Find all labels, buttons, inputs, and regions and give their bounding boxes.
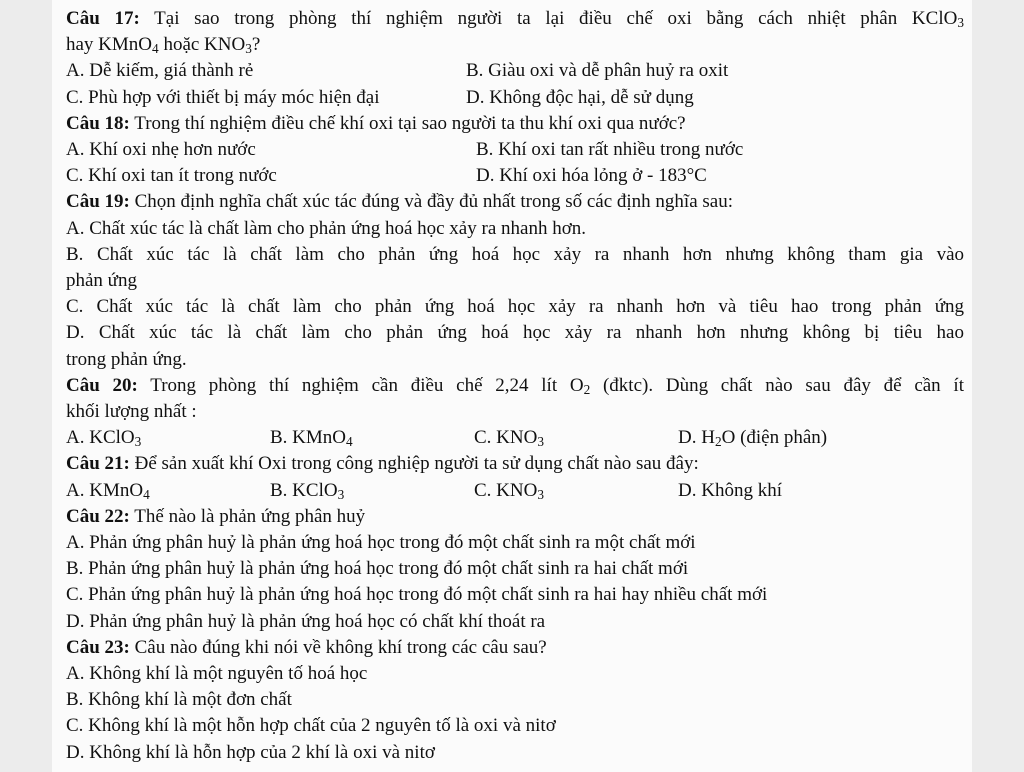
answer-option: A. Chất xúc tác là chất làm cho phản ứng hoá học xảy ra nhanh hơn. [66,217,586,239]
answer-option: A. KClO$_3$ [66,427,142,450]
answer-option: A. Không khí là một nguyên tố hoá học [66,663,368,685]
question-label: Câu 18: [66,112,130,134]
question-17-cont: hay KMnO$_4$ hoặc $KNO_3$? [66,34,261,57]
question-label: Câu 20: [66,374,138,396]
answer-option: A. KMnO$_4$ [66,479,150,502]
answer-option: D. Không khí [678,479,782,501]
answer-option: C. $KNO_3$ [474,479,544,502]
answer-option: C. Không khí là một hỗn hợp chất của 2 nguyên tố là oxi và nitơ [66,715,556,737]
answer-option: D. $H_2O$ (điện phân) [678,427,828,450]
answer-row [66,58,964,84]
answer-option: C. $KNO_3$ [474,427,544,450]
document-page [52,0,972,772]
answer-row [66,163,964,189]
answer-option: D. Phản ứng phân huỷ là phản ứng hoá học có chất khí thoát ra [66,610,546,632]
answer-option: D. Không khí là hỗn hợp của 2 khí là oxi và nitơ [66,741,435,763]
answer-option: A. Phản ứng phân huỷ là phản ứng hoá học trong đó một chất sinh ra một chất mới [66,532,696,554]
answer-option: B. KClO$_3$ [270,479,345,502]
question-19: Câu 19: Chọn định nghĩa chất xúc tác đúng và đầy đủ nhất trong số các định nghĩa sau: [66,191,733,213]
question-20-cont: khối lượng nhất : [66,401,197,423]
question-label: Câu 23: [66,636,130,658]
answer-option: B. Chất xúc tác là chất làm cho phản ứng hoá học xảy ra nhanh hơn nhưng không tham gia vào [66,243,964,265]
answer-row [66,85,964,111]
question-17: Câu 17: Tại sao trong phòng thí nghiệm người ta lại điều chế oxi bằng cách nhiệt phân KClO$_3$ [66,8,964,30]
answer-option: C. Khí oxi tan ít trong nước [66,165,277,187]
answer-option-cont: phản ứng [66,270,137,292]
question-22: Câu 22: Thế nào là phản ứng phân huỷ [66,505,366,527]
question-23: Câu 23: Câu nào đúng khi nói về không khí trong các câu sau? [66,636,547,658]
answer-option: B. Khí oxi tan rất nhiều trong nước [476,139,744,161]
answer-option: C. Chất xúc tác là chất làm cho phản ứng hoá học xảy ra nhanh hơn và tiêu hao trong phản ứng [66,296,964,318]
right-margin [972,0,1024,772]
answer-option: B. KMnO$_4$ [270,427,353,450]
answer-option: B. Phản ứng phân huỷ là phản ứng hoá học trong đó một chất sinh ra hai chất mới [66,558,689,580]
answer-option: A. Dễ kiếm, giá thành rẻ [66,60,254,82]
answer-row [66,137,964,163]
question-label: Câu 19: [66,191,130,213]
question-20: Câu 20: Trong phòng thí nghiệm cần điều chế 2,24 lít $O_2$ (đktc). Dùng chất nào sau đây để cần ít [66,374,964,397]
answer-option: D. Chất xúc tác là chất làm cho phản ứng hoá học xảy ra nhanh hơn nhưng không bị tiêu hao [66,322,964,344]
answer-option-cont: trong phản ứng. [66,348,187,370]
answer-option: C. Phản ứng phân huỷ là phản ứng hoá học trong đó một chất sinh ra hai hay nhiều chất mới [66,584,768,606]
answer-option: B. Giàu oxi và dễ phân huỷ ra oxit [466,60,729,82]
question-label: Câu 21: [66,453,130,475]
answer-row [66,425,964,451]
answer-row [66,478,964,504]
answer-option: C. Phù hợp với thiết bị máy móc hiện đại [66,86,380,108]
question-21: Câu 21: Để sản xuất khí Oxi trong công nghiệp người ta sử dụng chất nào sau đây: [66,453,699,475]
left-margin [0,0,52,772]
question-label: Câu 17: [66,8,140,29]
answer-option: D. Không độc hại, dễ sử dụng [466,86,694,108]
question-18: Câu 18: Trong thí nghiệm điều chế khí oxi tại sao người ta thu khí oxi qua nước? [66,112,686,134]
answer-option: B. Không khí là một đơn chất [66,689,292,711]
question-label: Câu 22: [66,505,130,527]
answer-option: D. Khí oxi hóa lỏng ở - 183°C [476,165,707,187]
answer-option: A. Khí oxi nhẹ hơn nước [66,139,256,161]
